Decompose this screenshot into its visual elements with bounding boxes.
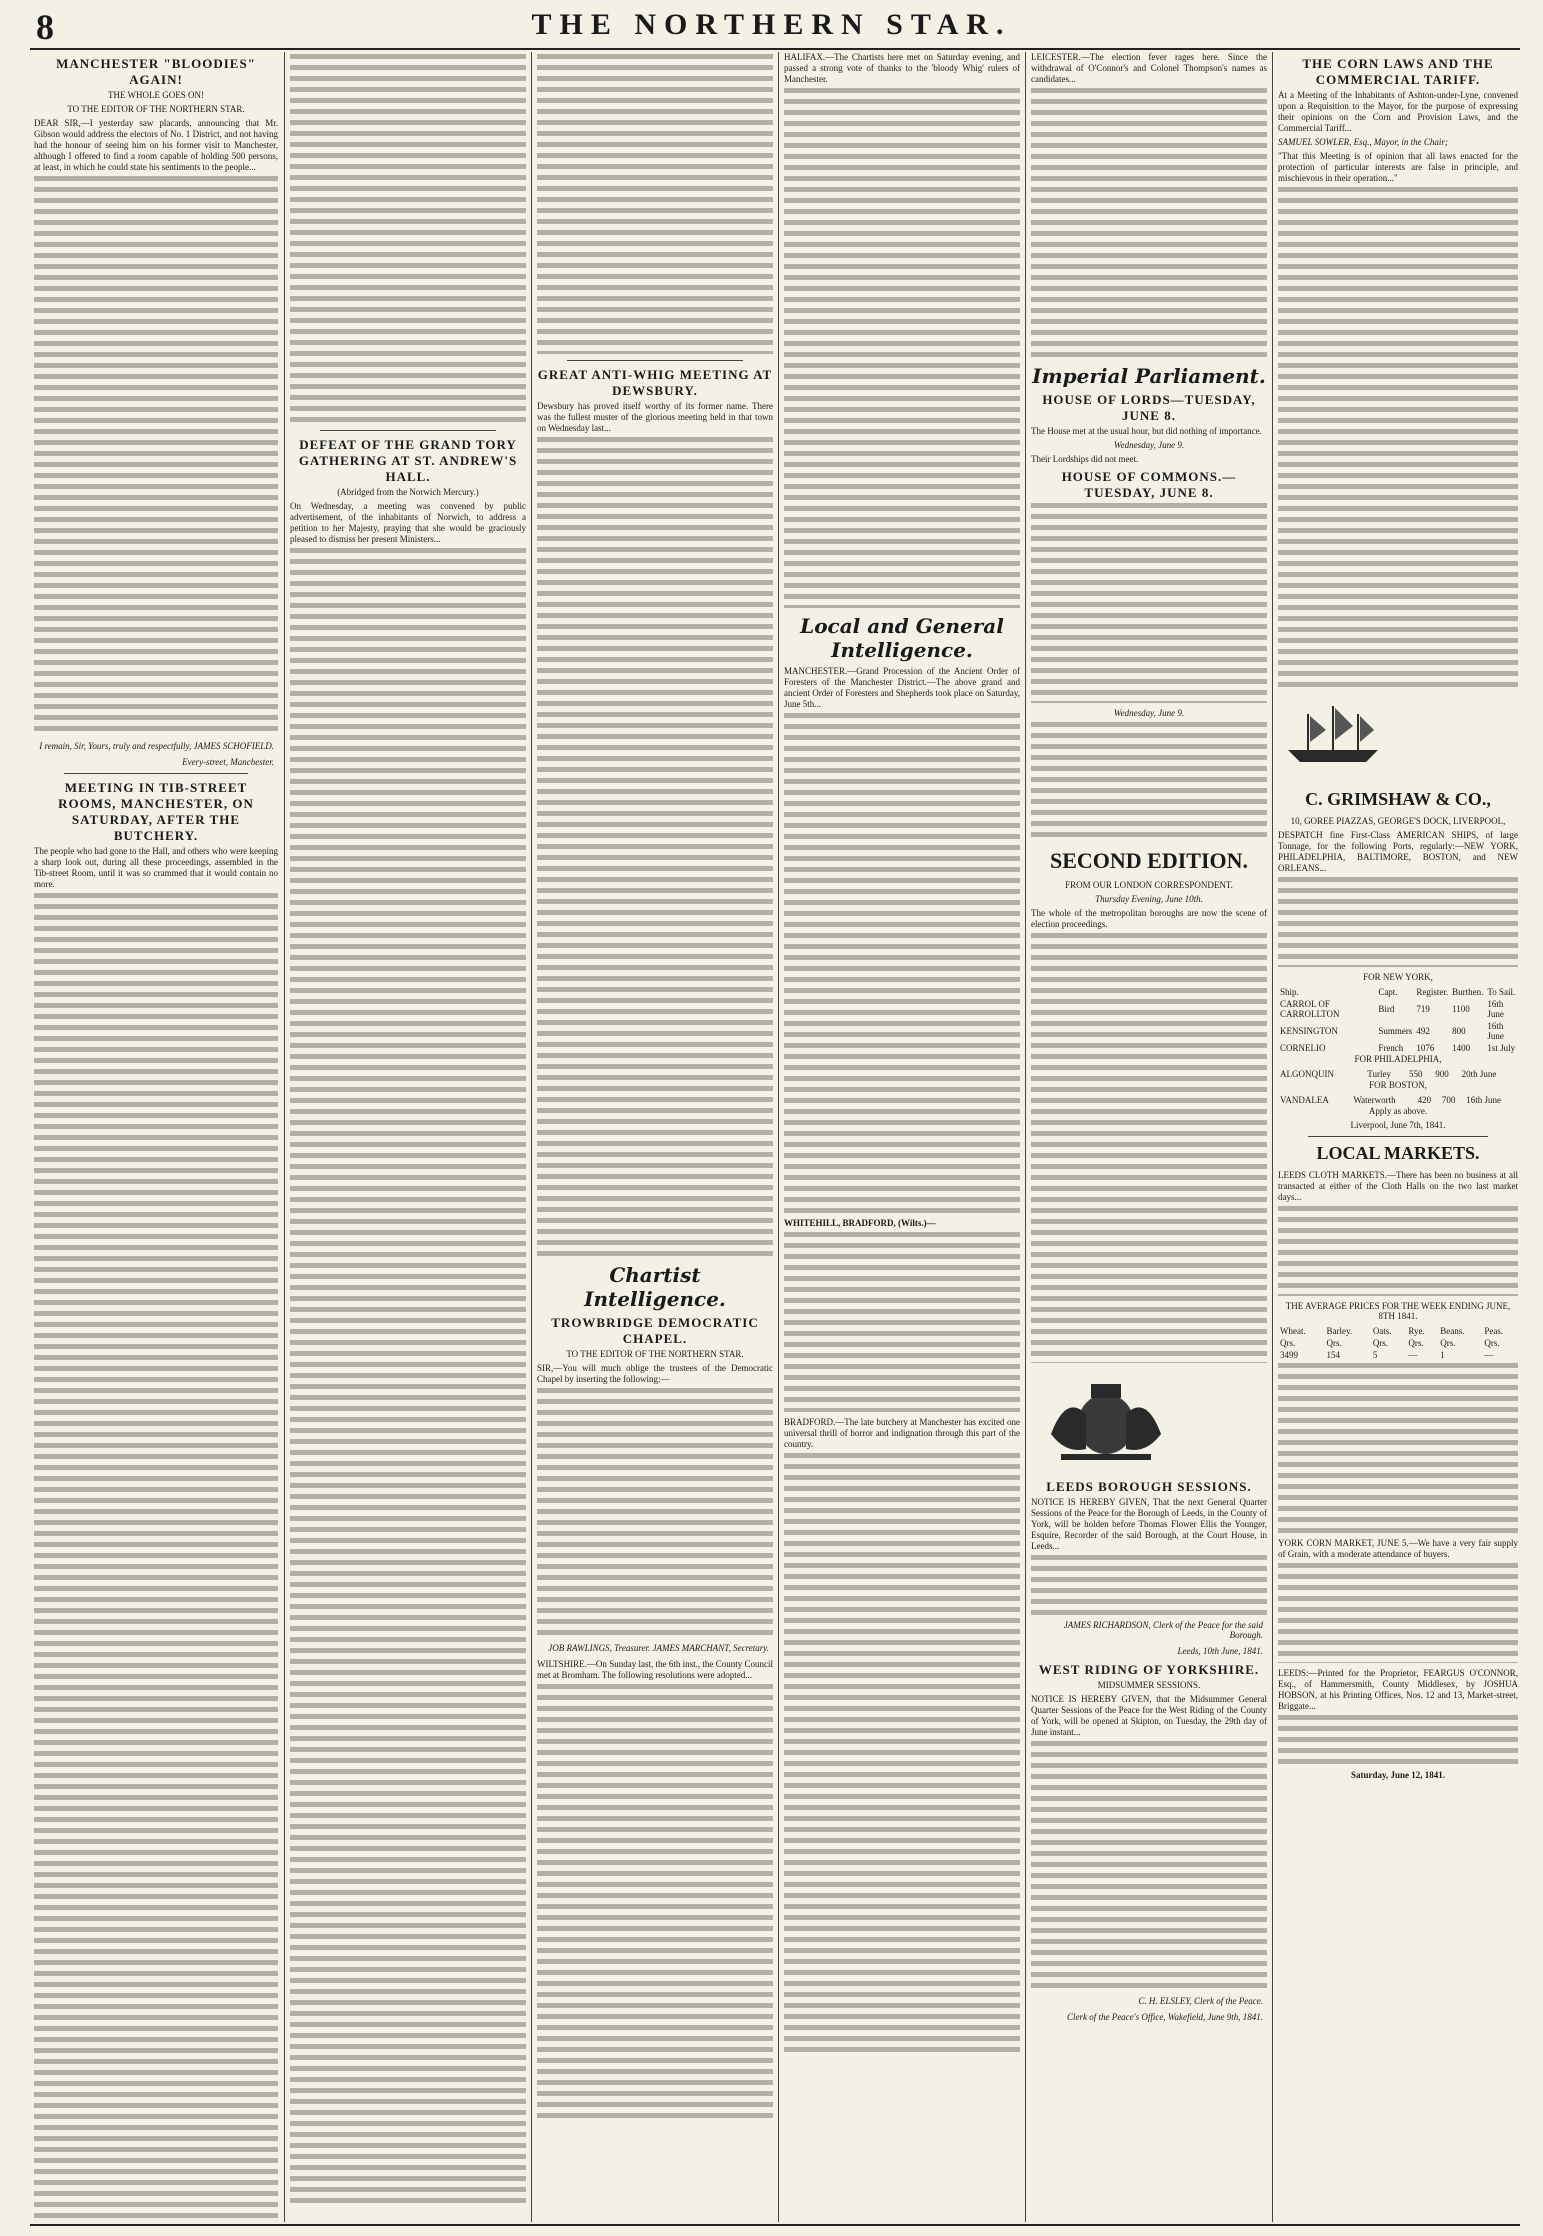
article-body-text — [537, 54, 773, 354]
ship-sail-date: 16th June — [1487, 999, 1504, 1019]
section-title-chartist-intelligence: Chartist Intelligence. — [584, 1263, 726, 1311]
article-text: YORK CORN MARKET, JUNE 5.—We have a very fair supply of Grain, with a moderate attendance of buyers. — [1278, 1538, 1518, 1559]
table-cell: Qrs. — [1326, 1338, 1342, 1348]
byline: FROM OUR LONDON CORRESPONDENT. — [1065, 880, 1233, 890]
table-header: Peas. — [1484, 1326, 1504, 1336]
notice-signature: JAMES RICHARDSON, Clerk of the Peace for the said Borough. — [1063, 1620, 1263, 1640]
column-rule — [284, 52, 285, 2222]
ship-register: 719 — [1416, 1004, 1430, 1014]
notice-date: Clerk of the Peace's Office, Wakefield, June 9th, 1841. — [1066, 2012, 1263, 2022]
article-text: Their Lordships did not meet. — [1031, 454, 1139, 464]
masthead-rule — [30, 48, 1520, 50]
ship-captain: French — [1378, 1043, 1404, 1053]
article-body-text — [784, 1453, 1020, 2053]
table-cell: — — [1484, 1350, 1494, 1360]
ship-burthen: 900 — [1435, 1069, 1449, 1079]
issue-date: Saturday, June 12, 1841. — [1350, 1770, 1446, 1780]
table-row — [1278, 1068, 1518, 1080]
footer-rule — [30, 2224, 1520, 2226]
section-title-imperial-parliament: Imperial Parliament. — [1032, 364, 1266, 388]
article-body-text — [784, 88, 1020, 608]
advertiser-name: C. GRIMSHAW & CO., — [1305, 789, 1491, 809]
table-header: To Sail. — [1487, 987, 1516, 997]
advertiser-address: 10, GOREE PIAZZAS, GEORGE'S DOCK, LIVERPOOL, — [1290, 816, 1506, 826]
table-header: Capt. — [1378, 987, 1398, 997]
article-body-text — [1031, 1741, 1267, 1991]
column-rule — [778, 52, 779, 2222]
article-text: WILTSHIRE.—On Sunday last, the 6th inst., the County Council met at Bromham. The following resolutions were adopted... — [537, 1659, 773, 1680]
ship-register: 492 — [1416, 1026, 1430, 1036]
ship-register: 1076 — [1416, 1043, 1435, 1053]
ship-burthen: 1400 — [1452, 1043, 1471, 1053]
column-5 — [1031, 52, 1267, 2222]
table-cell: — — [1408, 1350, 1418, 1360]
headline-corn-laws: THE CORN LAWS AND THE COMMERCIAL TARIFF. — [1302, 56, 1494, 87]
notice-date: Leeds, 10th June, 1841. — [1177, 1646, 1263, 1656]
sailing-ship-icon — [1278, 700, 1388, 770]
headline-house-of-commons: HOUSE OF COMMONS.—TUESDAY, JUNE 8. — [1061, 469, 1237, 500]
masthead — [0, 0, 1543, 48]
headline-tib-street-meeting: MEETING IN TIB-STREET ROOMS, MANCHESTER, ON SATURDAY, AFTER THE BUTCHERY. — [58, 780, 254, 843]
article-text: At a Meeting of the Inhabitants of Ashton-under-Lyne, convened upon a Requisition to the Mayor, for the purpose of expressing their opinions on the Corn and Provision Laws, and the Commercial Tariff... — [1278, 90, 1518, 133]
table-row — [1278, 1094, 1518, 1106]
subheadline: MIDSUMMER SESSIONS. — [1097, 1680, 1201, 1690]
page-number: 8 — [36, 7, 54, 47]
table-cell: Qrs. — [1408, 1338, 1424, 1348]
headline-west-riding: WEST RIDING OF YORKSHIRE. — [1038, 1662, 1260, 1677]
ship-sail-date: 1st July — [1487, 1043, 1516, 1053]
article-body-text — [34, 893, 278, 2222]
table-header: Beans. — [1440, 1326, 1465, 1336]
article-text: The people who had gone to the Hall, and others who were keeping a sharp look out, during all these proceedings, assembled in the Tib-street Room, until it was so crammed that it would contain no more. — [34, 846, 278, 889]
table-cell: Qrs. — [1372, 1338, 1389, 1348]
article-body-text — [290, 548, 526, 2208]
ship-register: 420 — [1417, 1095, 1432, 1105]
article-text: WHITEHILL, BRADFORD, (Wilts.)— — [784, 1218, 936, 1228]
notice-signature: C. H. ELSLEY, Clerk of the Peace. — [1138, 1996, 1263, 2006]
table-cell: 5 — [1372, 1350, 1378, 1360]
article-body-text — [1031, 933, 1267, 1363]
headline-manchester-bloodies: MANCHESTER "BLOODIES" AGAIN! — [56, 56, 256, 87]
table-row — [1278, 1349, 1518, 1361]
ship-captain: Waterworth — [1353, 1095, 1396, 1105]
advertisement-text: DESPATCH fine First-Class AMERICAN SHIPS, of large Tonnage, for the following Ports, regularly:—NEW YORK, PHILADELPHIA, BALTIMORE, BOSTON, and NEW ORLEANS... — [1278, 830, 1518, 873]
ship-captain: Turley — [1367, 1069, 1391, 1079]
article-text: LEICESTER.—The election fever rages here. Since the withdrawal of O'Connor's and Colonel Thompson's names as candidates... — [1031, 52, 1267, 84]
article-body-text — [1031, 88, 1267, 358]
table-header: Ship. — [1280, 987, 1299, 997]
table-header: Rye. — [1408, 1326, 1425, 1336]
advertisement-date: Liverpool, June 7th, 1841. — [1350, 1120, 1446, 1130]
divider — [64, 773, 248, 774]
ship-name: ALGONQUIN — [1280, 1069, 1334, 1079]
ship-burthen: 1100 — [1452, 1004, 1470, 1014]
article-body-text — [1031, 1555, 1267, 1615]
newspaper-title: THE NORTHERN STAR. — [531, 8, 1012, 41]
letter-address-line: Every-street, Manchester. — [182, 757, 274, 767]
table-row — [1278, 1020, 1518, 1042]
ship-sail-date: 20th June — [1461, 1069, 1497, 1079]
dateline: Thursday Evening, June 10th. — [1095, 894, 1203, 904]
letter-address: TO THE EDITOR OF THE NORTHERN STAR. — [566, 1349, 744, 1359]
dateline: Wednesday, June 9. — [1113, 708, 1185, 718]
ships-table — [1278, 1068, 1518, 1080]
article-text: The House met at the usual hour, but did nothing of importance. — [1031, 426, 1262, 436]
article-body-text — [1278, 1563, 1518, 1663]
article-text: LEEDS CLOTH MARKETS.—There has been no business at all transacted at either of the Cloth Halls on the two last market days... — [1278, 1170, 1518, 1202]
headline-grand-tory-gathering: DEFEAT OF THE GRAND TORY GATHERING AT ST. ANDREW'S HALL. — [298, 437, 518, 484]
table-cell: Qrs. — [1484, 1338, 1500, 1348]
resolution-text: "That this Meeting is of opinion that all laws enacted for the protection of particular interests are false in principle, and mischievous in their operation..." — [1278, 151, 1518, 183]
article-body-text — [784, 713, 1020, 1213]
ship-name: CORNELIO — [1280, 1043, 1326, 1053]
destination-new-york: FOR NEW YORK, — [1363, 972, 1433, 982]
article-text: On Wednesday, a meeting was convened by public advertisement, of the inhabitants of Norwich, to address a petition to her Majesty, praying that she would be graciously pleased to dismiss her present Ministers... — [290, 501, 526, 544]
headline-local-markets: LOCAL MARKETS. — [1316, 1143, 1480, 1163]
table-row — [1278, 998, 1518, 1020]
article-body-text — [290, 54, 526, 424]
headline-dewsbury-meeting: GREAT ANTI-WHIG MEETING AT DEWSBURY. — [537, 367, 773, 398]
average-prices-table — [1278, 1325, 1518, 1361]
table-cell: 3499 — [1280, 1350, 1298, 1360]
ships-table — [1278, 986, 1518, 1054]
table-header: Register. — [1416, 987, 1449, 997]
column-rule — [1025, 52, 1026, 2222]
article-body-text — [537, 1388, 773, 1638]
article-body-text — [1031, 503, 1267, 703]
table-cell: 1 — [1440, 1350, 1445, 1360]
ship-sail-date: 16th June — [1466, 1095, 1501, 1105]
subheadline: (Abridged from the Norwich Mercury.) — [337, 487, 479, 497]
destination-philadelphia: FOR PHILADELPHIA, — [1354, 1054, 1442, 1064]
ships-table — [1278, 1094, 1518, 1106]
divider — [567, 360, 743, 361]
letter-address: TO THE EDITOR OF THE NORTHERN STAR. — [67, 104, 245, 114]
ship-burthen: 800 — [1452, 1026, 1466, 1036]
ship-name: CARROL OF CARROLLTON — [1280, 999, 1340, 1019]
article-body-text — [34, 176, 278, 736]
divider — [1308, 1136, 1488, 1137]
destination-boston: FOR BOSTON, — [1369, 1080, 1427, 1090]
article-text: HALIFAX.—The Chartists here met on Saturday evening, and passed a strong vote of thanks to the 'bloody Whig' rulers of Manchester. — [784, 52, 1020, 84]
letter-signature: JOB RAWLINGS, Treasurer. JAMES MARCHANT, Secretary. — [548, 1643, 769, 1653]
apply-note: Apply as above. — [1368, 1106, 1428, 1116]
ship-name: KENSINGTON — [1280, 1026, 1338, 1036]
headline-second-edition: SECOND EDITION. — [1049, 848, 1249, 873]
article-body-text — [1031, 722, 1267, 842]
article-body-text — [537, 437, 773, 1257]
ship-name: VANDALEA — [1280, 1095, 1329, 1105]
ship-captain: Summers — [1378, 1026, 1413, 1036]
ship-captain: Bird — [1378, 1004, 1395, 1014]
article-text: MANCHESTER.—Grand Procession of the Ancient Order of Foresters of the Manchester District.—The above grand and ancient Order of Foresters and Shepherds took place on Saturday, June 5th... — [784, 666, 1020, 709]
dateline: Wednesday, June 9. — [1113, 440, 1185, 450]
article-text: SIR,—You will much oblige the trustees of the Democratic Chapel by inserting the following:— — [537, 1363, 773, 1384]
letter-signature: I remain, Sir, Yours, truly and respectfully, JAMES SCHOFIELD. — [39, 741, 274, 751]
article-text: SAMUEL SOWLER, Esq., Mayor, in the Chair; — [1278, 137, 1448, 147]
article-body-text — [1278, 1715, 1518, 1765]
headline-leeds-sessions: LEEDS BOROUGH SESSIONS. — [1046, 1479, 1252, 1494]
ship-sail-date: 16th June — [1487, 1021, 1504, 1041]
column-3 — [537, 52, 773, 2222]
table-cell: Qrs. — [1280, 1338, 1296, 1348]
article-body-text — [784, 1232, 1020, 1412]
imprint-text: LEEDS:—Printed for the Proprietor, FEARGUS O'CONNOR, Esq., of Hammersmith, County Middlesex, by JOSHUA HOBSON, at his Printing Offices, Nos. 12 and 13, Market-street, Briggate... — [1278, 1668, 1518, 1711]
table-header: Wheat. — [1280, 1326, 1306, 1336]
article-body-text — [1278, 187, 1518, 687]
column-rule — [531, 52, 532, 2222]
headline-house-of-lords: HOUSE OF LORDS—TUESDAY, JUNE 8. — [1042, 392, 1256, 423]
article-text: DEAR SIR,—I yesterday saw placards, announcing that Mr. Gibson would address the electors of No. 1 District, and not having had the honour of seeing him on his former visit to Manchester, although I offered to find a room capable of holding 500 persons, at least, in which he could state his sentiments to the people... — [34, 118, 278, 172]
article-text: BRADFORD.—The late butchery at Manchester has excited one universal thrill of horror and indignation through this part of the country. — [784, 1417, 1020, 1449]
table-row — [1278, 1042, 1518, 1054]
article-text: The whole of the metropolitan boroughs are now the scene of election proceedings. — [1031, 908, 1267, 929]
column-6 — [1278, 52, 1518, 2222]
column-2 — [290, 52, 526, 2222]
article-body-text — [1278, 1363, 1518, 1533]
ship-register: 550 — [1408, 1069, 1423, 1079]
subheadline: THE WHOLE GOES ON! — [107, 90, 205, 100]
coat-of-arms-icon — [1031, 1374, 1181, 1464]
column-4 — [784, 52, 1020, 2222]
table-cell: 154 — [1326, 1350, 1340, 1360]
table-header: Burthen. — [1452, 987, 1484, 997]
headline-trowbridge: TROWBRIDGE DEMOCRATIC CHAPEL. — [551, 1315, 759, 1346]
table-header: Oats. — [1372, 1326, 1392, 1336]
notice-text: NOTICE IS HEREBY GIVEN, That the next General Quarter Sessions of the Peace for the Borough of Leeds, in the County of York, will be holden before Thomas Flower Ellis the Younger, Esquire, Recorder of the said Borough, at the Court House, in Leeds... — [1031, 1497, 1267, 1551]
divider — [320, 430, 496, 431]
headline-average-prices: THE AVERAGE PRICES FOR THE WEEK ENDING JUNE, 8TH 1841. — [1285, 1301, 1511, 1321]
table-header: Barley. — [1326, 1326, 1353, 1336]
article-text: Dewsbury has proved itself worthy of its former name. There was the fullest muster of the glorious meeting held in that town on Wednesday last... — [537, 401, 773, 433]
notice-text: NOTICE IS HEREBY GIVEN, that the Midsummer General Quarter Sessions of the Peace for the West Riding of the County of York, will be opened at Skipton, on Tuesday, the 29th day of June instant... — [1031, 1694, 1267, 1737]
article-body-text — [537, 1684, 773, 2124]
section-title-local-intelligence: Local and General Intelligence. — [800, 614, 1004, 662]
ship-burthen: 700 — [1441, 1095, 1456, 1105]
table-row — [1278, 1337, 1518, 1349]
column-1 — [34, 52, 278, 2222]
article-body-text — [1278, 1206, 1518, 1296]
article-body-text — [1278, 877, 1518, 967]
column-rule — [1272, 52, 1273, 2222]
table-cell: Qrs. — [1440, 1338, 1456, 1348]
